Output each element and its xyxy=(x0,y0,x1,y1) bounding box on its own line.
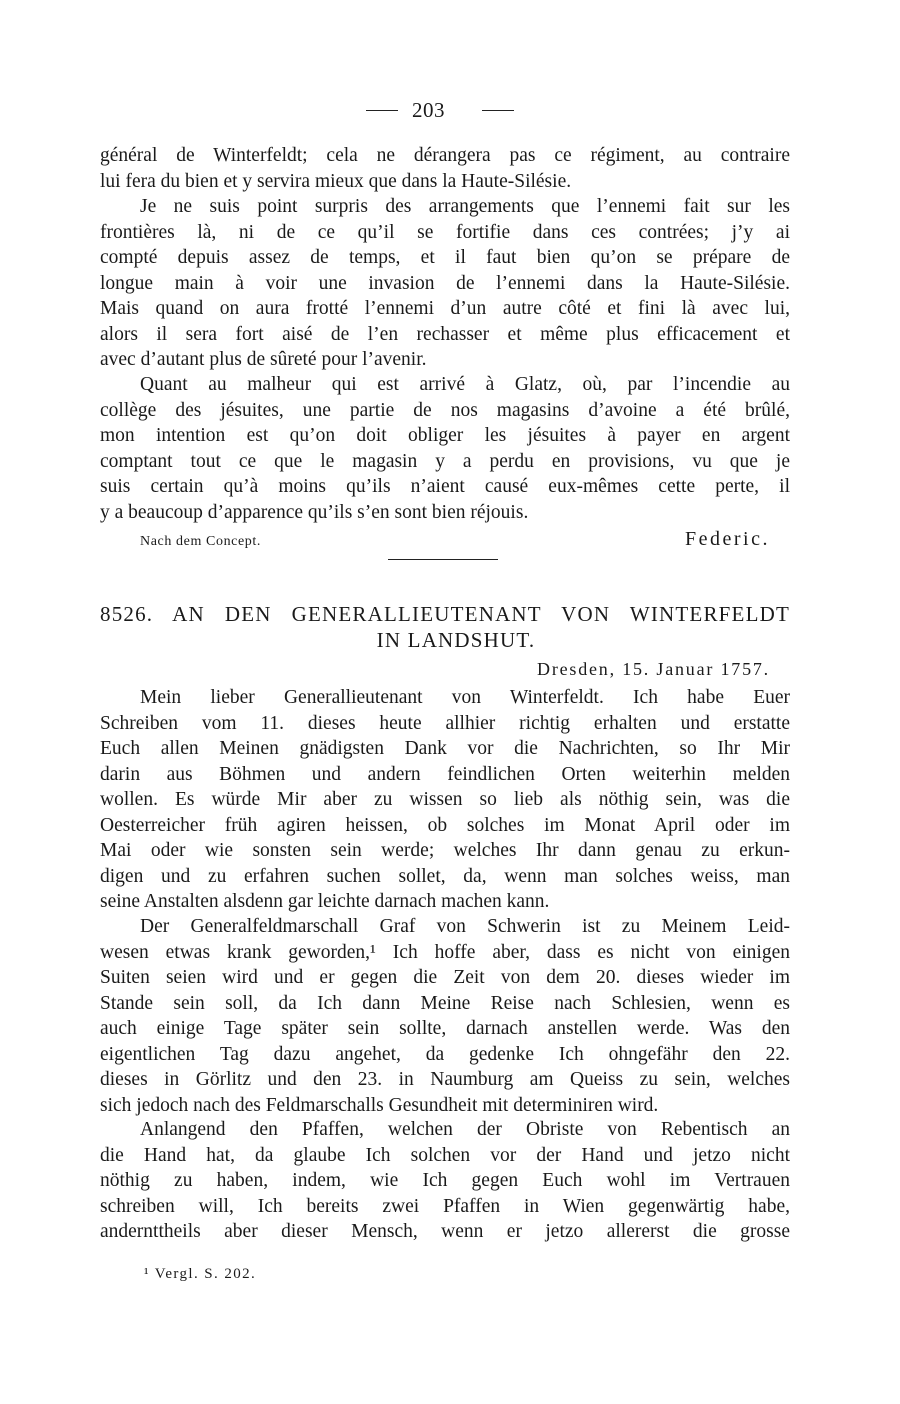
text-line: Der Generalfeldmarschall Graf von Schwerin ist zu Meinem Leid- xyxy=(140,916,790,937)
text-line: schreiben will, Ich bereits zwei Pfaffen in Wien gegenwärtig habe, xyxy=(100,1195,790,1217)
text-line: Mais quand on aura frotté l’ennemi d’un autre côté et fini là avec lui, xyxy=(100,298,790,319)
text-line: nöthig zu haben, indem, wie Ich gegen Euch wohl im Vertrauen xyxy=(100,1170,790,1191)
text-line: andernttheils aber dieser Mensch, wenn er jetzo allererst die grosse xyxy=(100,1221,790,1242)
text-line: Mein lieber Generallieutenant von Winterfeldt. Ich habe Euer xyxy=(140,687,790,708)
text-line: avec d’autant plus de sûreté pour l’avenir. xyxy=(100,349,427,370)
heading-line: IN LANDSHUT. xyxy=(376,628,536,652)
text-line: darin aus Böhmen und andern feindlichen Orten weiterhin melden xyxy=(100,763,790,785)
text-line: longue main à voir une invasion de l’ennemi dans la Haute-Silésie. xyxy=(100,272,790,294)
text-line: Je ne suis point surpris des arrangements que l’ennemi fait sur les xyxy=(140,196,790,217)
letter-b-heading xyxy=(100,601,790,653)
text-line: digen und zu erfahren suchen sollet, da, wenn man solches weiss, man xyxy=(100,865,790,887)
text-line: sich jedoch nach des Feldmarschalls Gesundheit mit determiniren wird. xyxy=(100,1094,659,1116)
text-line: auch einige Tage später sein sollte, darnach anstellen werde. Was den xyxy=(100,1018,790,1039)
page-number: 203 xyxy=(412,98,445,122)
text-line: seine Anstalten alsdenn gar leichte darnach machen kann. xyxy=(100,891,550,912)
text-line: dieses in Görlitz und den 23. in Naumburg am Queiss zu sein, welches xyxy=(100,1069,790,1090)
letter-b-paragraph-2 xyxy=(100,914,790,1118)
footnote: ¹ Vergl. S. 202. xyxy=(144,1266,257,1282)
text-line: Suiten seien wird und er gegen die Zeit von dem 20. dieses wieder im xyxy=(100,967,790,988)
header-dash-left xyxy=(366,110,398,111)
dateline: Dresden, 15. Januar 1757. xyxy=(537,659,770,679)
text-line: Euch allen Meinen gnädigsten Dank vor die Nachrichten, so Ihr Mir xyxy=(100,738,790,759)
letter-a-paragraph-3 xyxy=(100,372,790,525)
letter-a-paragraph-2 xyxy=(100,194,790,373)
text-line: Stande sein soll, da Ich dann Meine Reise nach Schlesien, wenn es xyxy=(100,992,790,1014)
text-line: eigentlichen Tag dazu angehet, da gedenke Ich ohngefähr den 22. xyxy=(100,1043,790,1065)
text-line: général de Winterfeldt; cela ne dérangera pas ce régiment, au contraire xyxy=(100,145,790,166)
text-line: frontières là, ni de ce qu’il se fortifie dans ces contrées; j’y ai xyxy=(100,221,790,243)
text-line: mon intention est qu’on doit obliger les jésuites à payer en argent xyxy=(100,425,790,446)
source-note: Nach dem Concept. xyxy=(140,534,261,549)
letter-a-closing xyxy=(140,528,770,554)
text-line: Oesterreicher früh agiren heissen, ob solches im Monat April oder im xyxy=(100,814,790,836)
letter-b-paragraph-3 xyxy=(100,1117,790,1245)
section-divider xyxy=(388,559,498,560)
text-line: comptant tout ce que le magasin y a perdu en provisions, vu que je xyxy=(100,450,790,472)
text-line: suis certain qu’à moins qu’ils n’aient causé eux-mêmes cette perte, il xyxy=(100,476,790,497)
text-line: die Hand hat, da glaube Ich solchen vor der Hand und jetzo nicht xyxy=(100,1144,790,1166)
text-line: lui fera du bien et y servira mieux que dans la Haute-Silésie. xyxy=(100,170,572,192)
letter-b-paragraph-1 xyxy=(100,685,790,915)
text-line: wesen etwas krank geworden,¹ Ich hoffe aber, dass es nicht von einigen xyxy=(100,941,790,963)
text-line: wollen. Es würde Mir aber zu wissen so lieb als nöthig sein, was die xyxy=(100,789,790,810)
header-dash-right xyxy=(482,110,514,111)
text-line: y a beaucoup d’apparence qu’ils s’en sont bien réjouis. xyxy=(100,501,529,523)
letter-a-paragraph-1 xyxy=(100,143,790,194)
page-header xyxy=(0,98,900,126)
text-line: Mai oder wie sonsten sein werde; welches Ihr dann genau zu erkun- xyxy=(100,840,790,861)
text-line: collège des jésuites, une partie de nos magasins d’avoine a été brûlé, xyxy=(100,399,790,421)
heading-line: 8526. AN DEN GENERALLIEUTENANT VON WINTERFELDT xyxy=(100,602,790,626)
text-line: alors il sera fort aisé de l’en rechasser et même plus efficacement et xyxy=(100,323,790,345)
text-line: Quant au malheur qui est arrivé à Glatz, où, par l’incendie au xyxy=(140,374,790,395)
text-line: Schreiben vom 11. dieses heute allhier richtig erhalten und erstatte xyxy=(100,712,790,734)
signature: Federic. xyxy=(685,528,770,550)
text-line: compté depuis assez de temps, et il faut bien qu’on se prépare de xyxy=(100,247,790,268)
text-line: Anlangend den Pfaffen, welchen der Obriste von Rebentisch an xyxy=(140,1119,790,1140)
